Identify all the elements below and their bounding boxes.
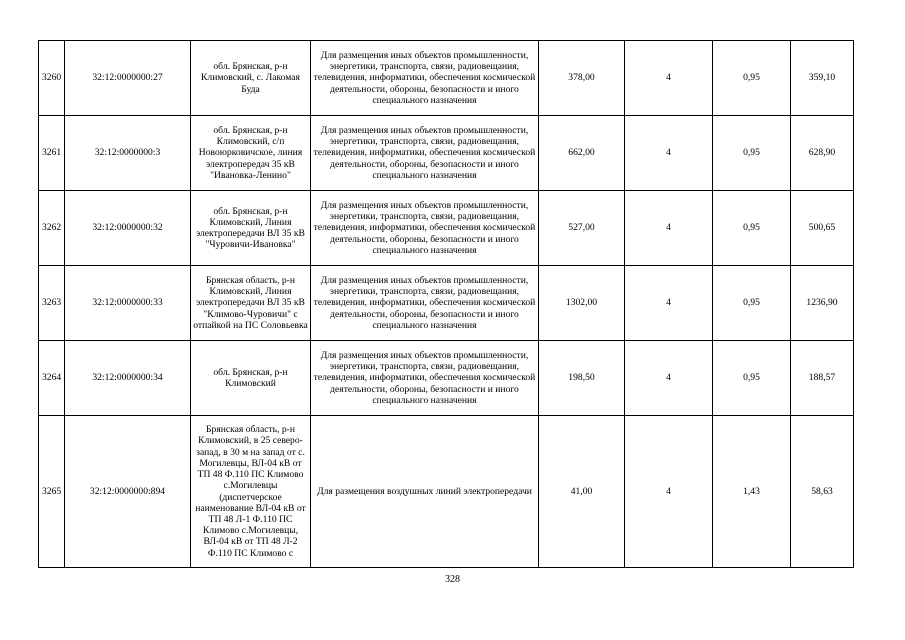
address: Брянская область, р-н Климовский, Линия электропередачи ВЛ 35 кВ "Климово-Чуровичи" с отпайкой на ПС Соловьевка	[191, 266, 311, 341]
cadastral-number: 32:12:0000000:33	[65, 266, 191, 341]
coefficient: 0,95	[713, 191, 791, 266]
row-number: 3263	[39, 266, 65, 341]
group: 4	[625, 191, 713, 266]
table-body	[39, 41, 854, 568]
cadastral-value: 1236,90	[791, 266, 854, 341]
group: 4	[625, 266, 713, 341]
area: 41,00	[539, 416, 625, 568]
coefficient: 0,95	[713, 341, 791, 416]
land-use-purpose: Для размещения воздушных линий электропередачи	[311, 416, 539, 568]
cadastral-value: 500,65	[791, 191, 854, 266]
cadastral-number: 32:12:0000000:894	[65, 416, 191, 568]
address: обл. Брянская, р-н Климовский, с. Лакомая Буда	[191, 41, 311, 116]
row-number: 3260	[39, 41, 65, 116]
row-number: 3261	[39, 116, 65, 191]
cadastral-value: 359,10	[791, 41, 854, 116]
page-number: 328	[445, 574, 460, 585]
row-number: 3265	[39, 416, 65, 568]
area: 198,50	[539, 341, 625, 416]
table-row	[39, 341, 854, 416]
row-number: 3264	[39, 341, 65, 416]
cadastral-value: 58,63	[791, 416, 854, 568]
cadastral-number: 32:12:0000000:32	[65, 191, 191, 266]
table-row	[39, 41, 854, 116]
group: 4	[625, 341, 713, 416]
land-use-purpose: Для размещения иных объектов промышленности, энергетики, транспорта, связи, радиовещания, телевидения, информатики, обеспечения космической деятельности, обороны, безопасности и иного специального назначения	[311, 266, 539, 341]
coefficient: 1,43	[713, 416, 791, 568]
address: Брянская область, р-н Климовский, в 25 северо-запад, в 30 м на запад от с. Могилевцы, ВЛ-04 кВ от ТП 48 Ф.110 ПС Климово с.Могилевцы (диспетчерское наименование ВЛ-04 кВ от ТП 48 Л-1 Ф.110 ПС Климово с.Могилевцы, ВЛ-04 кВ от ТП 48 Л-2 Ф.110 ПС Климово с	[191, 416, 311, 568]
area: 378,00	[539, 41, 625, 116]
row-number: 3262	[39, 191, 65, 266]
area: 527,00	[539, 191, 625, 266]
cadastral-value: 628,90	[791, 116, 854, 191]
area: 1302,00	[539, 266, 625, 341]
table-row	[39, 116, 854, 191]
address: обл. Брянская, р-н Климовский	[191, 341, 311, 416]
cadastral-number: 32:12:0000000:3	[65, 116, 191, 191]
cadastral-value: 188,57	[791, 341, 854, 416]
coefficient: 0,95	[713, 116, 791, 191]
table-row	[39, 416, 854, 568]
group: 4	[625, 416, 713, 568]
land-use-purpose: Для размещения иных объектов промышленности, энергетики, транспорта, связи, радиовещания, телевидения, информатики, обеспечения космической деятельности, обороны, безопасности и иного специального назначения	[311, 116, 539, 191]
cadastral-number: 32:12:0000000:27	[65, 41, 191, 116]
address: обл. Брянская, р-н Климовский, Линия электропередачи ВЛ 35 кВ "Чуровичи-Ивановка"	[191, 191, 311, 266]
group: 4	[625, 116, 713, 191]
land-use-purpose: Для размещения иных объектов промышленности, энергетики, транспорта, связи, радиовещания, телевидения, информатики, обеспечения космической деятельности, обороны, безопасности и иного специального назначения	[311, 341, 539, 416]
group: 4	[625, 41, 713, 116]
land-use-purpose: Для размещения иных объектов промышленности, энергетики, транспорта, связи, радиовещания, телевидения, информатики, обеспечения космической деятельности, обороны, безопасности и иного специального назначения	[311, 41, 539, 116]
table-row	[39, 266, 854, 341]
cadastral-number: 32:12:0000000:34	[65, 341, 191, 416]
land-use-purpose: Для размещения иных объектов промышленности, энергетики, транспорта, связи, радиовещания, телевидения, информатики, обеспечения космической деятельности, обороны, безопасности и иного специального назначения	[311, 191, 539, 266]
table-row	[39, 191, 854, 266]
area: 662,00	[539, 116, 625, 191]
land-plots-table	[38, 40, 854, 568]
coefficient: 0,95	[713, 41, 791, 116]
address: обл. Брянская, р-н Климовский, с/п Новоюрковичское, линия электропередач 35 кВ "Ивановка-Ленино"	[191, 116, 311, 191]
coefficient: 0,95	[713, 266, 791, 341]
